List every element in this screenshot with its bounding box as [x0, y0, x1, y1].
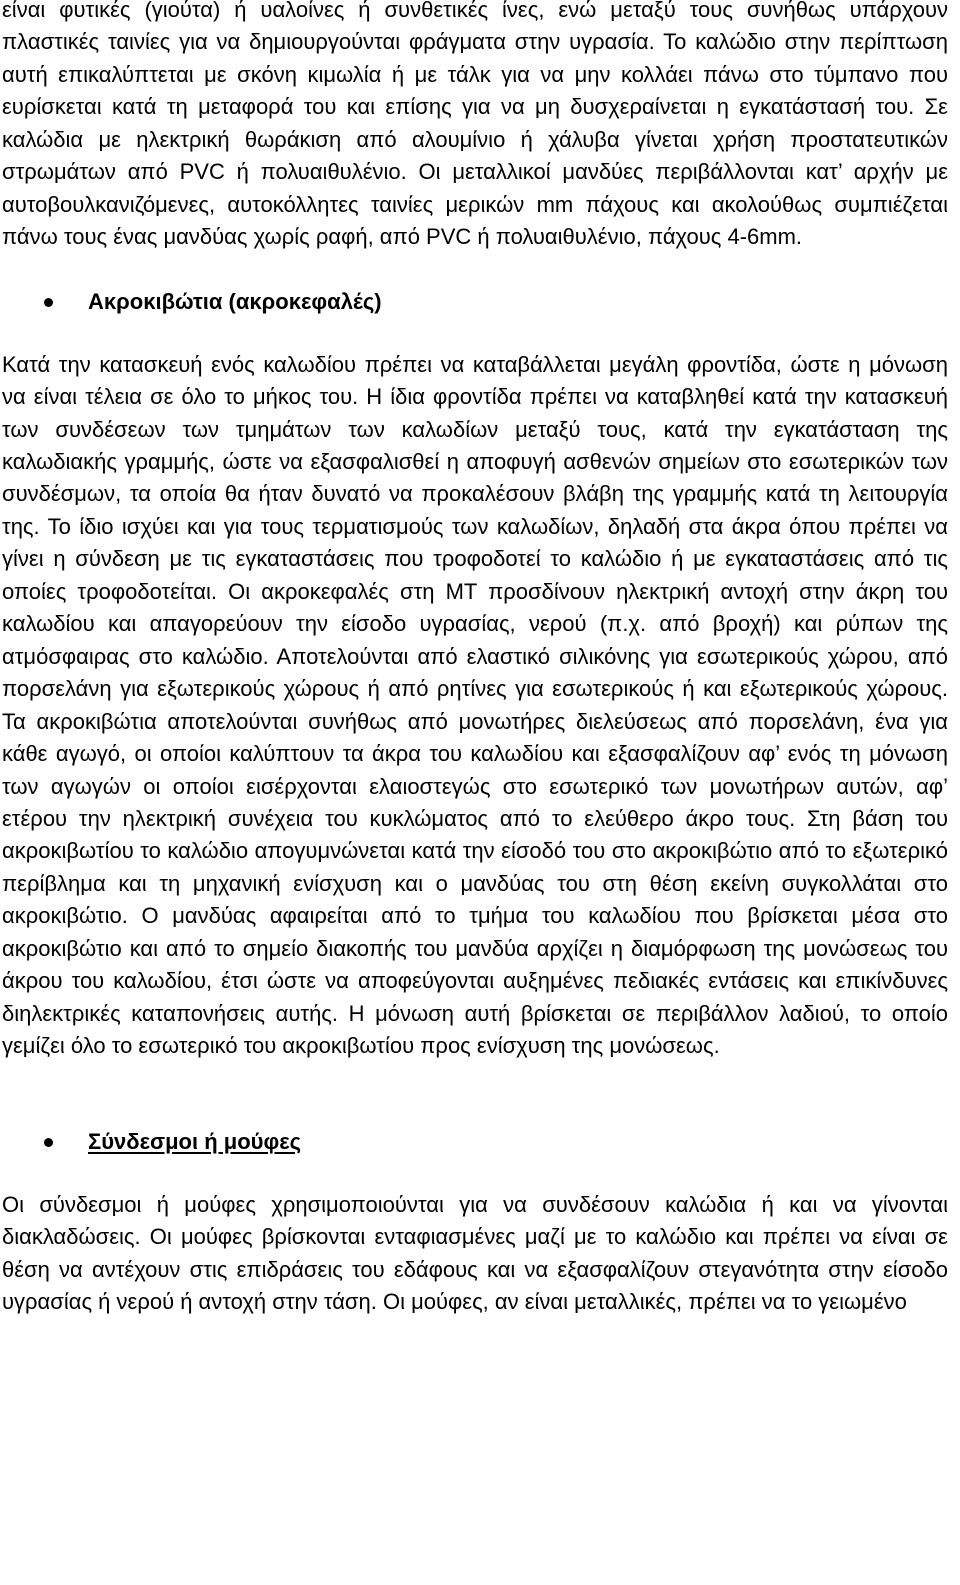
paragraph-cable-sheaths: είναι φυτικές (γιούτα) ή υαλοίνες ή συνθετικές ίνες, ενώ μεταξύ τους συνήθως υπάρχουν πλαστικές ταινίες για να δημιουργούνται φράγματα στην υγρασία. Το καλώδιο στην περίπτωση αυτή επικαλύπτεται με σκόνη κιμωλία ή με τάλκ για να μην κολλάει πάνω στο τύμπανο που ευρίσκεται κατά τη μεταφορά του και επίσης για να μη δυσχεραίνεται η εγκατάστασή του. Σε καλώδια με ηλεκτρική θωράκιση από αλουμίνιο ή χάλυβα γίνεται χρήση προστατευτικών στρωμάτων από PVC ή πολυαιθυλένιο. Οι μεταλλικοί μανδύες περιβάλλονται κατ’ αρχήν με αυτοβουλκανιζόμενες, αυτοκόλλητες ταινίες μερικών mm πάχους και ακολούθως συμπιέζεται πάνω τους ένας μανδύας χωρίς ραφή, από PVC ή πολυαιθυλένιο, πάχους 4-6mm.: [2, 0, 948, 250]
section-heading-joints: [2, 1126, 948, 1158]
heading-terminations: Ακροκιβώτια (ακροκεφαλές): [88, 288, 382, 314]
section-heading-terminations: [2, 286, 948, 318]
paragraph-terminations: Κατά την κατασκευή ενός καλωδίου πρέπει να καταβάλλεται μεγάλη φροντίδα, ώστε η μόνωση να είναι τέλεια σε όλο το μήκος του. Η ίδια φροντίδα πρέπει να καταβληθεί κατά την κατασκευή των συνδέσεων των τμημάτων των καλωδίων μεταξύ τους, κατά την εγκατάσταση της καλωδιακής γραμμής, ώστε να εξασφαλισθεί η αποφυγή ασθενών σημείων στο εσωτερικών των συνδέσμων, τα οποία θα ήταν δυνατό να προκαλέσουν βλάβη της γραμμής κατά τη λειτουργία της. Το ίδιο ισχύει και για τους τερματισμούς των καλωδίων, δηλαδή στα άκρα όπου πρέπει να γίνει η σύνδεση με τις εγκαταστάσεις που τροφοδοτεί το καλώδιο ή με εγκαταστάσεις από τις οποίες τροφοδοτείται. Οι ακροκεφαλές στη ΜΤ προσδίνουν ηλεκτρική αντοχή στην άκρη του καλωδίου και απαγορεύουν την είσοδο υγρασίας, νερού (π.χ. από βροχή) και ρύπων της ατμόσφαιρας στο καλώδιο. Αποτελούνται από ελαστικό σιλικόνης για εσωτερικούς χώρου, από πορσελάνη για εξωτερικούς χώρους ή από ρητίνες για εσωτερικούς ή και εξωτερικούς χώρους. Τα ακροκιβώτια αποτελούνται συνήθως από μονωτήρες διελεύσεως από πορσελάνη, ένα για κάθε αγωγό, οι οποίοι καλύπτουν τα άκρα του καλωδίου και εξασφαλίζουν αφ’ ενός τη μόνωση των αγωγών οι οποίοι εισέρχονται ελαιοστεγώς στο εσωτερικό των μονωτήρων αυτών, αφ’ ετέρου την ηλεκτρική συνέχεια του κυκλώματος από το ελεύθερο άκρο τους. Στη βάση του ακροκιβωτίου το καλώδιο απογυμνώνεται κατά την είσοδό του στο ακροκιβώτιο από το εξωτερικό περίβλημα και τη μηχανική ενίσχυση και ο μανδύας του στη θέση εκείνη συγκολλάται στο ακροκιβώτιο. Ο μανδύας αφαιρείται από το τμήμα του καλωδίου που βρίσκεται μέσα στο ακροκιβώτιο και από το σημείο διακοπής του μανδύα αρχίζει η διαμόρφωση της μονώσεως του άκρου του καλωδίου, έτσι ώστε να αποφεύγονται αυξημένες πεδιακές εντάσεις και επικίνδυνες διηλεκτρικές καταπονήσεις αυτής. Η μόνωση αυτή βρίσκεται σε περιβάλλον λαδιού, το οποίο γεμίζει όλο το εσωτερικό του ακροκιβωτίου προς ενίσχυση της μονώσεως.: [2, 351, 948, 1059]
paragraph-joints: Οι σύνδεσμοι ή μούφες χρησιμοποιούνται για να συνδέσουν καλώδια ή και να γίνονται διακλαδώσεις. Οι μούφες βρίσκονται ενταφιασμένες μαζί με το καλώδιο και πρέπει να είναι σε θέση να αντέχουν στις επιδράσεις του εδάφους και να εξασφαλίζουν στεγανότητα στην είσοδο υγρασίας ή νερού ή αντοχή στην τάση. Οι μούφες, αν είναι μεταλλικές, πρέπει να το γειωμένο: [2, 1191, 948, 1314]
heading-joints: Σύνδεσμοι ή μούφες: [88, 1128, 302, 1154]
bullet-icon: [44, 1138, 53, 1147]
document-page: [2, 0, 948, 1318]
bullet-icon: [44, 298, 53, 307]
